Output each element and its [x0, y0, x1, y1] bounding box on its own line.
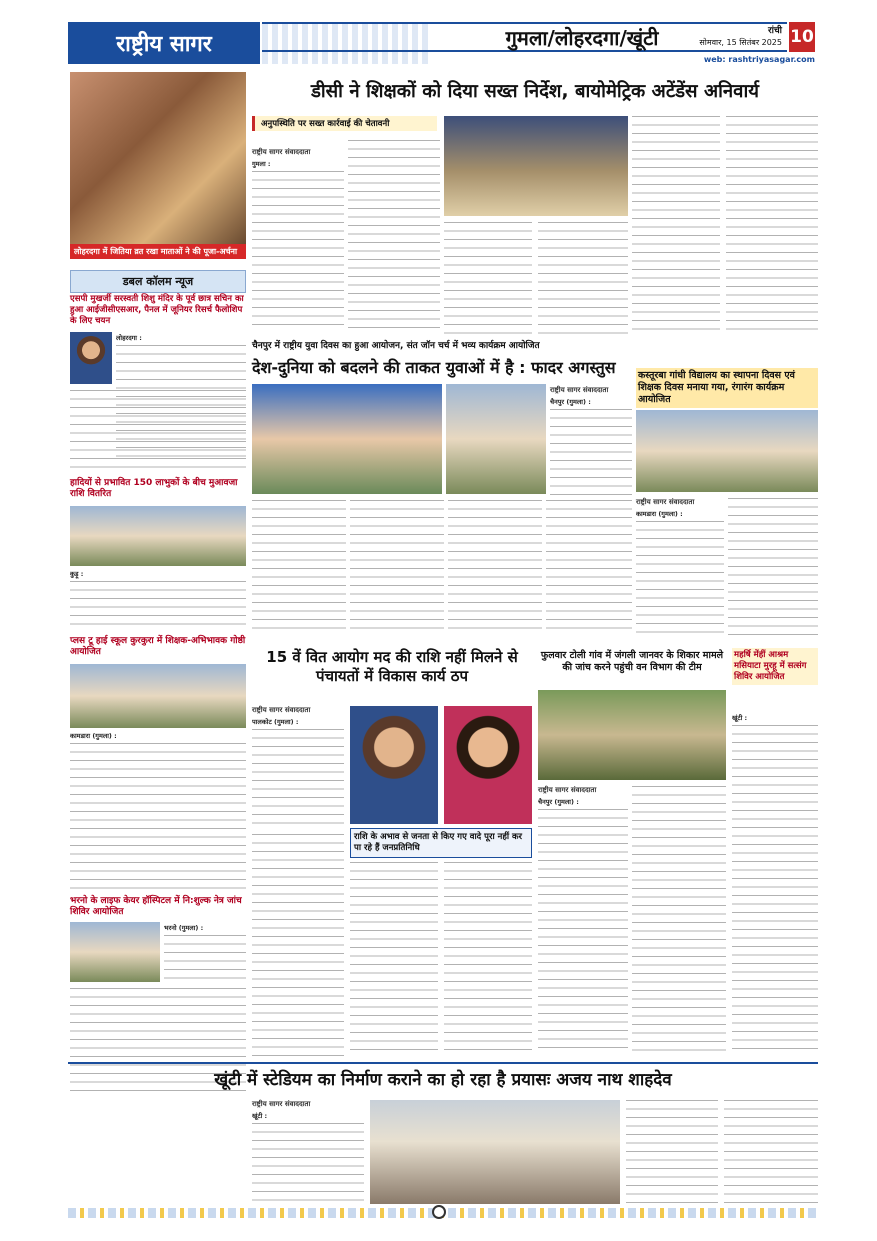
- kasturba-byline: राष्ट्रीय सागर संवाददाता: [636, 498, 695, 506]
- top-body-col2: [348, 140, 440, 335]
- website-link[interactable]: web: rashtriyasagar.com: [703, 55, 815, 64]
- story-compensation-place: कुड़ू :: [70, 570, 84, 578]
- ashram-headline: महर्षि मेंहीं आश्रम मसियाटा मुरहू में सत्संग शिविर आयोजित: [732, 648, 818, 685]
- parents-meet-photo: [70, 664, 246, 728]
- finance-body-col2: [252, 834, 344, 1056]
- stadium-text: [252, 1112, 364, 1204]
- finance-portrait-2: [444, 706, 532, 824]
- page-number: 10: [789, 22, 815, 52]
- top-byline: राष्ट्रीय सागर संवाददाता: [252, 148, 311, 156]
- ashram-text: [732, 714, 818, 1056]
- top-text-col1: [252, 160, 344, 330]
- story-sachin-body-cont: [70, 390, 246, 472]
- youth-body-lead: [550, 409, 632, 499]
- kasturba-headline: कस्तूरबा गांधी विद्यालय का स्थापना दिवस एवं शिक्षक दिवस मनाया गया, रंगारंग कार्यक्रम आयोजित: [636, 368, 818, 408]
- youth-photo-1: [252, 384, 442, 494]
- elephant-text: [538, 798, 628, 1054]
- kasturba-text: [636, 510, 724, 635]
- elephant-body-col1: [538, 809, 628, 1055]
- finance-portrait-1: [350, 706, 438, 824]
- story-compensation-text: [70, 570, 246, 630]
- footer-registration-mark-icon: [432, 1205, 446, 1219]
- section-title: गुमला/लोहरदगा/खूंटी: [505, 25, 659, 50]
- story-eye-camp-place: भरनो (गुमला) :: [164, 924, 204, 932]
- story-eye-camp-text: [164, 924, 246, 984]
- elephant-place: चैनपुर (गुमला) :: [538, 798, 579, 806]
- stadium-top-rule: [68, 1062, 818, 1064]
- compensation-photo: [70, 506, 246, 566]
- youth-body-col4: [546, 500, 632, 630]
- city-name: रांची: [767, 26, 782, 36]
- top-subhead-tag: अनुपस्थिति पर सख्त कार्रवाई की चेतावनी: [252, 116, 437, 131]
- top-headline: डीसी ने शिक्षकों को दिया सख्त निर्देश, बायोमेट्रिक अटेंडेंस अनिवार्य: [310, 81, 759, 102]
- story-sachin-place: लोहरदगा :: [116, 334, 142, 342]
- elephant-photo: [538, 690, 726, 780]
- stadium-body-col2: [626, 1100, 718, 1204]
- elephant-headline: फुलवार टोली गांव में जंगली जानवर के शिकार मामले की जांच करने पहुंची वन विभाग की टीम: [540, 650, 724, 673]
- kasturba-photo: [636, 410, 818, 492]
- story-parents-meet-body: [70, 743, 246, 893]
- youth-body-col1: [252, 500, 346, 630]
- stadium-body-col1: [252, 1123, 364, 1205]
- stadium-headline: खूंटी में स्टेडियम का निर्माण कराने का हो रहा है प्रयासः अजय नाथ शाहदेव: [214, 1070, 672, 1090]
- story-compensation-headline: हादियों से प्रभावित 150 लाभुकों के बीच मुआवजा राशि वितरित: [70, 478, 238, 499]
- story-eye-camp-body: [164, 935, 246, 985]
- kasturba-body-col2: [728, 498, 818, 635]
- ashram-body: [732, 725, 818, 1055]
- story-parents-meet-text: [70, 732, 246, 892]
- jitiya-photo: [70, 72, 246, 244]
- masthead-dateline: [682, 26, 782, 48]
- kasturba-place: कामडारा (गुमला) :: [636, 510, 683, 518]
- eye-camp-photo: [70, 922, 160, 982]
- youth-text: [550, 398, 632, 498]
- top-body-col6: [726, 116, 818, 334]
- finance-body-col1: [252, 729, 344, 829]
- issue-date: सोमवार, 15 सितंबर 2025: [699, 38, 782, 47]
- youth-body-col2: [350, 500, 444, 630]
- youth-place: चैनपुर (गुमला) :: [550, 398, 591, 406]
- youth-body-col3: [448, 500, 542, 630]
- finance-body-col3: [350, 862, 438, 1056]
- masthead-brand: राष्ट्रीय सागर: [68, 22, 260, 64]
- story-compensation-body: [70, 581, 246, 631]
- youth-headline: देश-दुनिया को बदलने की ताकत युवाओं में है : फादर अगस्तुस: [252, 358, 616, 377]
- ashram-place: खूंटी :: [732, 714, 748, 722]
- stadium-place: खूंटी :: [252, 1112, 268, 1120]
- stadium-body-col3: [724, 1100, 818, 1204]
- finance-byline: राष्ट्रीय सागर संवाददाता: [252, 706, 311, 714]
- top-body-col5: [632, 116, 720, 334]
- finance-pull-quote: राशि के अभाव से जनता से किए गए वादे पूरा नहीं कर पा रहे हैं जनप्रतिनिधि: [350, 828, 532, 858]
- jitiya-photo-caption: लोहरदगा में जितिया व्रत रखा माताओं ने की पूजा-अर्चना: [70, 244, 246, 259]
- top-body-col4: [538, 222, 628, 334]
- story-sachin-headline: एसपी मुखर्जी सरस्वती शिशु मंदिर के पूर्व छात्र सचिन का हुआ आईजीसीएसआर, पैनल में जूनियर रिसर्च फैलोशिप के लिए चयन: [70, 294, 244, 326]
- sachin-photo: [70, 332, 112, 384]
- top-body-col1: [252, 171, 344, 331]
- top-place: गुमला :: [252, 160, 271, 168]
- story-parents-meet-headline: प्लस टू हाई स्कूल कुरकुरा में शिक्षक-अभिभावक गोष्ठी आयोजित: [70, 636, 246, 657]
- double-column-box-title: डबल कॉलम न्यूज: [70, 270, 246, 293]
- youth-kicker: चैनपुर में राष्ट्रीय युवा दिवस का हुआ आयोजन, संत जॉन चर्च में भव्य कार्यक्रम आयोजित: [252, 341, 540, 351]
- top-body-col3: [444, 222, 532, 334]
- story-eye-camp-headline: भरनो के लाइफ केयर हॉस्पिटल में नि:शुल्क नेत्र जांच शिविर आयोजित: [70, 896, 242, 917]
- finance-text: [252, 718, 344, 828]
- dc-meeting-photo: [444, 116, 628, 216]
- story-parents-meet-place: कामडारा (गुमला) :: [70, 732, 117, 740]
- kasturba-body-col1: [636, 521, 724, 636]
- finance-body-col4: [444, 862, 532, 1056]
- youth-photo-2: [446, 384, 546, 494]
- stadium-photo: [370, 1100, 620, 1204]
- stadium-byline: राष्ट्रीय सागर संवाददाता: [252, 1100, 311, 1108]
- elephant-body-col2: [632, 786, 726, 1054]
- youth-byline: राष्ट्रीय सागर संवाददाता: [550, 386, 609, 394]
- elephant-byline: राष्ट्रीय सागर संवाददाता: [538, 786, 597, 794]
- finance-place: पालकोट (गुमला) :: [252, 718, 299, 726]
- finance-headline: 15 वें वित आयोग मद की राशि नहीं मिलने से पंचायतों में विकास कार्य ठप: [266, 648, 518, 685]
